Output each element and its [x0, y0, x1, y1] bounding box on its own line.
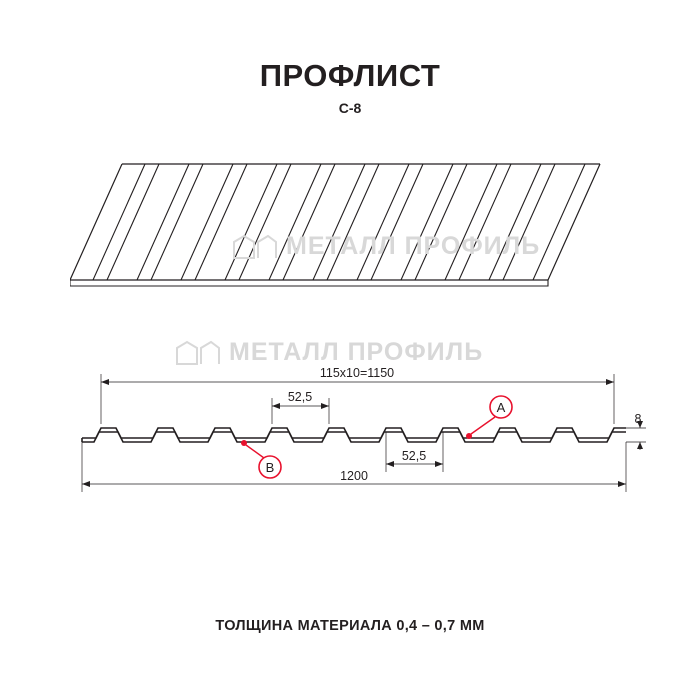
watermark-text: МЕТАЛЛ ПРОФИЛЬ: [286, 232, 541, 260]
callout-a-label: A: [496, 400, 506, 415]
dim-overall-bottom: 1200: [340, 469, 368, 483]
dim-pitch-lower: 52,5: [401, 449, 427, 463]
isometric-sheet-illustration: [70, 140, 630, 315]
profile-model-label: С-8: [338, 100, 362, 116]
material-thickness-note: ТОЛЩИНА МАТЕРИАЛА 0,4 – 0,7 ММ: [215, 618, 485, 634]
page-title: ПРОФЛИСТ: [259, 58, 441, 93]
dim-pitch-upper: 52,5: [287, 390, 313, 404]
dim-height: 8: [634, 412, 642, 426]
cross-section-drawing: [60, 350, 650, 500]
watermark-text: МЕТАЛЛ ПРОФИЛЬ: [229, 338, 484, 366]
callout-b-label: B: [265, 460, 275, 475]
dim-overall-top: 115х10=1150: [319, 366, 395, 380]
callout-b: [241, 440, 281, 478]
